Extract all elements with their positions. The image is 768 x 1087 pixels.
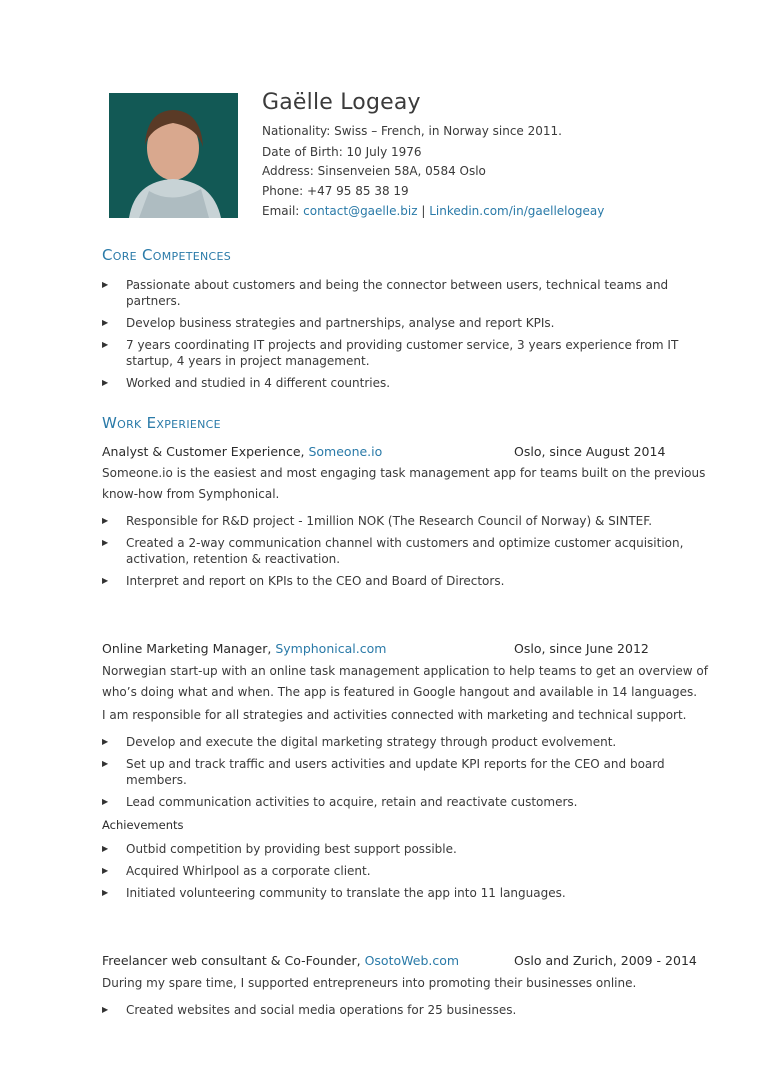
- bullet-arrow-icon: ▶: [102, 1005, 109, 1014]
- email-label: Email:: [262, 204, 304, 218]
- bullet-arrow-icon: ▶: [102, 866, 109, 875]
- work-experience-heading: Work Experience: [102, 414, 221, 432]
- list-item: ▶ Created a 2-way communication channel with customers and optimize customer acquisition, activation, retention & reactivation.: [102, 536, 684, 566]
- list-item: ▶ Passionate about customers and being the connector between users, technical teams and partners.: [102, 278, 669, 308]
- nationality: Nationality: Swiss – French, in Norway since 2011.: [262, 124, 562, 138]
- job-location: Oslo and Zurich, 2009 - 2014: [514, 953, 697, 968]
- list-item: ▶ Set up and track traffic and users activities and update KPI reports for the CEO and board members.: [102, 757, 665, 787]
- list-item: ▶ Outbid competition by providing best support possible.: [102, 842, 457, 856]
- profile-photo: [109, 93, 238, 218]
- list-item: ▶ Acquired Whirlpool as a corporate client.: [102, 864, 371, 878]
- email-line: [262, 204, 604, 218]
- job-description: Norwegian start-up with an online task management application to help teams to get an overview of who’s doing what and when. The app is featured in Google hangout and available in 14 languages.: [102, 664, 708, 699]
- date-of-birth: Date of Birth: 10 July 1976: [262, 145, 422, 159]
- separator: |: [417, 204, 430, 218]
- achievements-heading: Achievements: [102, 818, 184, 832]
- job-title: Freelancer web consultant & Co-Founder, OsotoWeb.com: [102, 953, 460, 968]
- list-item: ▶ Initiated volunteering community to translate the app into 11 languages.: [102, 886, 566, 900]
- job-description-2: I am responsible for all strategies and activities connected with marketing and technical support.: [102, 708, 687, 722]
- bullet-arrow-icon: ▶: [102, 737, 109, 746]
- phone: Phone: +47 95 85 38 19: [262, 184, 409, 198]
- list-item: ▶ Created websites and social media operations for 25 businesses.: [102, 1003, 517, 1017]
- list-item: ▶ Lead communication activities to acquire, retain and reactivate customers.: [102, 795, 578, 809]
- list-item: ▶ Develop and execute the digital marketing strategy through product evolvement.: [102, 735, 617, 749]
- core-competences-list: [102, 277, 722, 391]
- bullet-arrow-icon: ▶: [102, 280, 109, 289]
- bullet-arrow-icon: ▶: [102, 378, 109, 387]
- email-link[interactable]: contact@gaelle.biz: [303, 204, 418, 218]
- list-item: ▶ 7 years coordinating IT projects and providing customer service, 3 years experience from IT startup, 4 years in project management.: [102, 338, 679, 368]
- list-item: ▶ Develop business strategies and partnerships, analyse and report KPIs.: [102, 316, 555, 330]
- job-description: During my spare time, I supported entrepreneurs into promoting their businesses online.: [102, 976, 637, 990]
- linkedin-link[interactable]: Linkedin.com/in/gaellelogeay: [429, 204, 605, 218]
- bullet-arrow-icon: ▶: [102, 888, 109, 897]
- job-description: Someone.io is the easiest and most engaging task management app for teams built on the previous know-how from Symphonical.: [102, 466, 706, 501]
- candidate-name: Gaëlle Logeay: [262, 90, 421, 115]
- bullet-arrow-icon: ▶: [102, 538, 109, 547]
- company-link[interactable]: Someone.io: [308, 444, 383, 459]
- address: Address: Sinsenveien 58A, 0584 Oslo: [262, 164, 486, 178]
- bullet-arrow-icon: ▶: [102, 759, 109, 768]
- bullet-arrow-icon: ▶: [102, 576, 109, 585]
- achievements-list: [102, 841, 722, 901]
- list-item: ▶ Worked and studied in 4 different countries.: [102, 376, 391, 390]
- job-location: Oslo, since June 2012: [514, 641, 649, 656]
- bullet-arrow-icon: ▶: [102, 318, 109, 327]
- company-link[interactable]: Symphonical.com: [275, 641, 387, 656]
- job-title: Analyst & Customer Experience, Someone.io: [102, 444, 383, 459]
- bullet-arrow-icon: ▶: [102, 797, 109, 806]
- bullet-arrow-icon: ▶: [102, 516, 109, 525]
- list-item: ▶ Interpret and report on KPIs to the CEO and Board of Directors.: [102, 574, 505, 588]
- job-responsibilities: [102, 734, 722, 810]
- job-responsibilities: [102, 1002, 722, 1018]
- bullet-arrow-icon: ▶: [102, 844, 109, 853]
- job-location: Oslo, since August 2014: [514, 444, 666, 459]
- core-competences-heading: Core Competences: [102, 246, 232, 264]
- list-item: ▶ Responsible for R&D project - 1million NOK (The Research Council of Norway) & SINTEF.: [102, 514, 653, 528]
- job-responsibilities: [102, 513, 722, 589]
- company-link[interactable]: OsotoWeb.com: [364, 953, 460, 968]
- bullet-arrow-icon: ▶: [102, 340, 109, 349]
- job-title: Online Marketing Manager, Symphonical.com: [102, 641, 387, 656]
